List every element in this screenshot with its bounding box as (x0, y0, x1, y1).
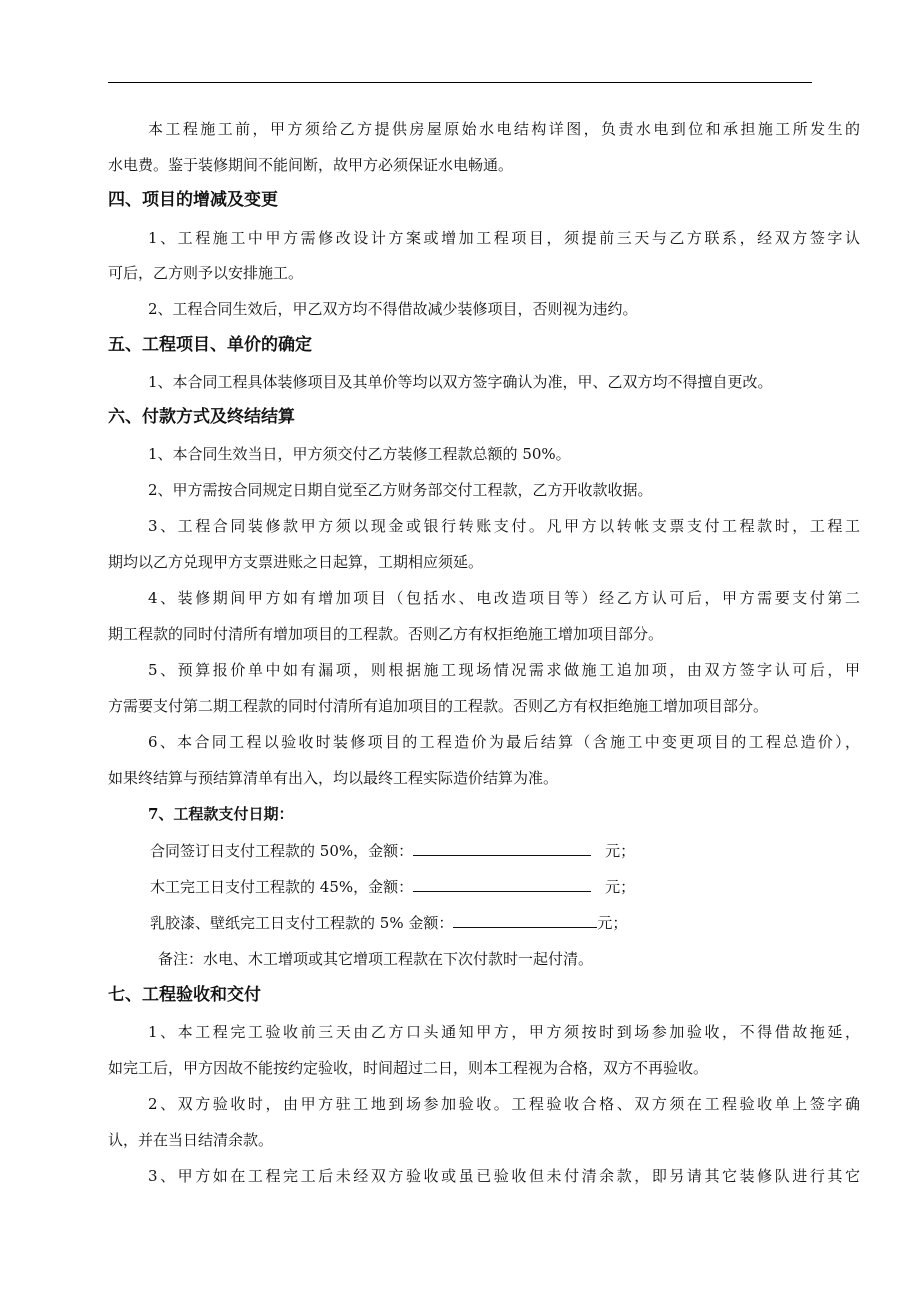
section-heading-6: 六、付款方式及终结结算 (108, 407, 295, 427)
paragraph-line: 1、本合同工程具体装修项目及其单价等均以双方签字确认为准，甲、乙双方均不得擅自更改。 (148, 373, 773, 391)
paragraph-line: 如果终结算与预结算清单有出入，均以最终工程实际造价结算为准。 (108, 769, 559, 787)
payment-unit: 元； (597, 914, 628, 932)
paragraph-line: 方需要支付第二期工程款的同时付清所有追加项目的工程款。否则乙方有权拒绝施工增加项目部分。 (108, 697, 769, 715)
amount-blank[interactable] (453, 913, 597, 928)
payment-row-1 (150, 841, 862, 861)
payment-unit: 元； (605, 842, 636, 860)
paragraph-line: 6、本合同工程以验收时装修项目的工程造价为最后结算（含施工中变更项目的工程总造价）， (148, 733, 860, 751)
paragraph-line: 3、工程合同装修款甲方须以现金或银行转账支付。凡甲方以转帐支票支付工程款时，工程工 (148, 517, 860, 535)
payment-label: 乳胶漆、壁纸完工日支付工程款的 5% 金额： (150, 914, 454, 932)
paragraph-line: 2、甲方需按合同规定日期自觉至乙方财务部交付工程款，乙方开收款收据。 (148, 481, 653, 499)
paragraph-line: 水电费。鉴于装修期间不能间断，故甲方必须保证水电畅通。 (108, 156, 514, 174)
paragraph-line: 2、工程合同生效后，甲乙双方均不得借故减少装修项目，否则视为违约。 (148, 300, 638, 318)
amount-blank[interactable] (413, 841, 591, 856)
paragraph-line: 期均以乙方兑现甲方支票进账之日起算，工期相应须延。 (108, 553, 484, 571)
amount-blank[interactable] (413, 877, 591, 892)
section-heading-7: 七、工程验收和交付 (108, 985, 261, 1005)
paragraph-line: 本工程施工前，甲方须给乙方提供房屋原始水电结构详图，负责水电到位和承担施工所发生的 (148, 120, 860, 138)
paragraph-line: 认，并在当日结清余款。 (108, 1131, 274, 1149)
paragraph-line: 1、工程施工中甲方需修改设计方案或增加工程项目，须提前三天与乙方联系，经双方签字认 (148, 229, 860, 247)
payment-label: 木工完工日支付工程款的 45%，金额： (150, 878, 414, 896)
paragraph-line: 5、预算报价单中如有漏项，则根据施工现场情况需求做施工追加项，由双方签字认可后，甲 (148, 661, 860, 679)
payment-unit: 元； (605, 878, 636, 896)
paragraph-line: 可后，乙方则予以安排施工。 (108, 264, 304, 282)
paragraph-line: 3、甲方如在工程完工后未经双方验收或虽已验收但未付清余款，即另请其它装修队进行其它 (148, 1167, 860, 1185)
paragraph-line: 期工程款的同时付清所有增加项目的工程款。否则乙方有权拒绝施工增加项目部分。 (108, 625, 664, 643)
section-heading-4: 四、项目的增减及变更 (108, 190, 278, 210)
payment-row-2 (150, 877, 862, 897)
paragraph-line: 2、双方验收时，由甲方驻工地到场参加验收。工程验收合格、双方须在工程验收单上签字确 (148, 1095, 860, 1113)
payment-note: 备注：水电、木工增项或其它增项工程款在下次付款时一起付清。 (158, 950, 594, 968)
paragraph-line: 1、本工程完工验收前三天由乙方口头通知甲方，甲方须按时到场参加验收，不得借故拖延， (148, 1023, 860, 1041)
payment-label: 合同签订日支付工程款的 50%，金额： (150, 842, 414, 860)
payment-row-3 (150, 913, 862, 933)
payment-schedule-title: 7、工程款支付日期： (148, 805, 294, 823)
paragraph-line: 4、装修期间甲方如有增加项目（包括水、电改造项目等）经乙方认可后，甲方需要支付第二 (148, 589, 860, 607)
paragraph-line: 如完工后，甲方因故不能按约定验收，时间超过二日，则本工程视为合格，双方不再验收。 (108, 1059, 709, 1077)
section-heading-5: 五、工程项目、单价的确定 (108, 335, 312, 355)
paragraph-line: 1、本合同生效当日，甲方须交付乙方装修工程款总额的 50%。 (148, 445, 571, 463)
header-rule (108, 82, 812, 83)
